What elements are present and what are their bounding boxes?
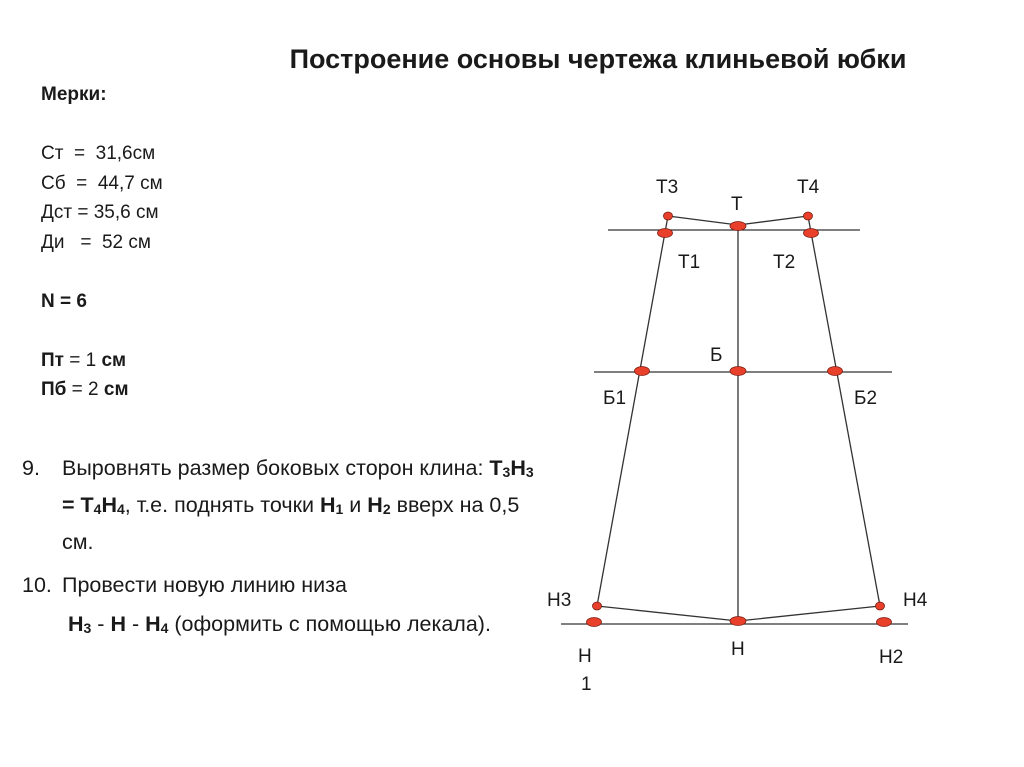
measure-sb: Сб = 44,7 см xyxy=(41,172,163,194)
h4-sub: 4 xyxy=(160,620,169,636)
measure-di: Ди = 52 см xyxy=(41,231,151,253)
step-text: (оформить с помощью лекала). xyxy=(168,612,491,636)
point-b1 xyxy=(635,367,650,376)
label-h: Н xyxy=(731,639,745,660)
point-t2 xyxy=(804,229,819,238)
h4-letter: Н xyxy=(145,612,161,636)
label-b1: Б1 xyxy=(603,388,627,409)
step-number: 10. xyxy=(22,573,52,597)
h2-sub: 2 xyxy=(382,501,391,517)
n3-letter: Н xyxy=(510,456,526,480)
label-t2: Т2 xyxy=(773,252,796,273)
t4-sub: 4 xyxy=(93,501,102,517)
point-h xyxy=(730,617,746,626)
label-t4: Т4 xyxy=(797,177,820,198)
dash: - xyxy=(125,612,146,636)
waist-curve-right xyxy=(738,216,808,225)
step-text: Выровнять размер боковых сторон клина: xyxy=(62,456,490,480)
label-t: Т xyxy=(731,194,743,215)
n3-sub: 3 xyxy=(525,464,534,480)
h2-letter: Н xyxy=(367,493,383,517)
point-t3 xyxy=(664,212,673,220)
point-h1 xyxy=(587,618,602,627)
pt-unit: см xyxy=(101,349,127,371)
n4-letter: Н xyxy=(101,493,117,517)
dash: - xyxy=(91,612,111,636)
pb-label: Пб xyxy=(41,379,67,400)
t3-sub: 3 xyxy=(502,464,511,480)
point-b xyxy=(730,367,746,376)
step-text: , т.е. поднять точки xyxy=(124,493,320,517)
label-t3: Т3 xyxy=(656,177,679,198)
point-t1 xyxy=(658,229,673,238)
pb-value: = 2 xyxy=(66,379,104,400)
point-h3 xyxy=(593,602,602,610)
label-h4: Н4 xyxy=(903,590,928,611)
t4-letter: Т xyxy=(80,493,94,517)
page-title: Построение основы чертежа клиньевой юбки xyxy=(289,44,907,74)
hem-curve-left xyxy=(597,606,738,621)
right-side-line xyxy=(808,216,880,606)
point-h2 xyxy=(877,618,892,627)
measure-dst: Дст = 35,6 см xyxy=(41,202,159,223)
step-text: вверх на 0,5 см. xyxy=(62,493,520,554)
measures-heading: Мерки: xyxy=(41,84,107,105)
h-letter: Н xyxy=(110,612,126,636)
pt-label: Пт xyxy=(41,349,64,371)
diagram-lines xyxy=(561,216,908,624)
label-h1-index: 1 xyxy=(581,674,592,695)
hem-curve-right xyxy=(738,606,880,621)
point-b2 xyxy=(828,367,843,376)
step-text: Провести новую линию низа xyxy=(62,573,347,597)
pb-unit: см xyxy=(103,379,129,400)
label-t1: Т1 xyxy=(678,252,701,273)
h1-letter: Н xyxy=(319,493,336,517)
left-side-line xyxy=(597,216,668,606)
label-h2: Н2 xyxy=(879,647,904,668)
label-b: Б xyxy=(710,345,723,366)
label-h3: Н3 xyxy=(547,590,572,611)
h1-sub: 1 xyxy=(335,501,344,517)
label-b2: Б2 xyxy=(854,388,878,409)
h3-sub: 3 xyxy=(83,620,92,636)
point-t4 xyxy=(804,212,813,220)
equals: = xyxy=(62,493,81,517)
measure-n: N = 6 xyxy=(41,290,87,312)
point-t xyxy=(730,222,746,231)
pt-value: = 1 xyxy=(63,349,102,371)
step-text: и xyxy=(343,493,368,517)
label-h1-letter: Н xyxy=(578,646,592,667)
measure-st: Ст = 31,6см xyxy=(41,143,156,164)
n4-sub: 4 xyxy=(117,501,125,517)
h3-letter: Н xyxy=(68,612,84,636)
step-number: 9. xyxy=(22,456,40,480)
t3-letter: Т xyxy=(489,456,503,480)
waist-curve-left xyxy=(668,216,738,225)
point-h4 xyxy=(876,602,885,610)
